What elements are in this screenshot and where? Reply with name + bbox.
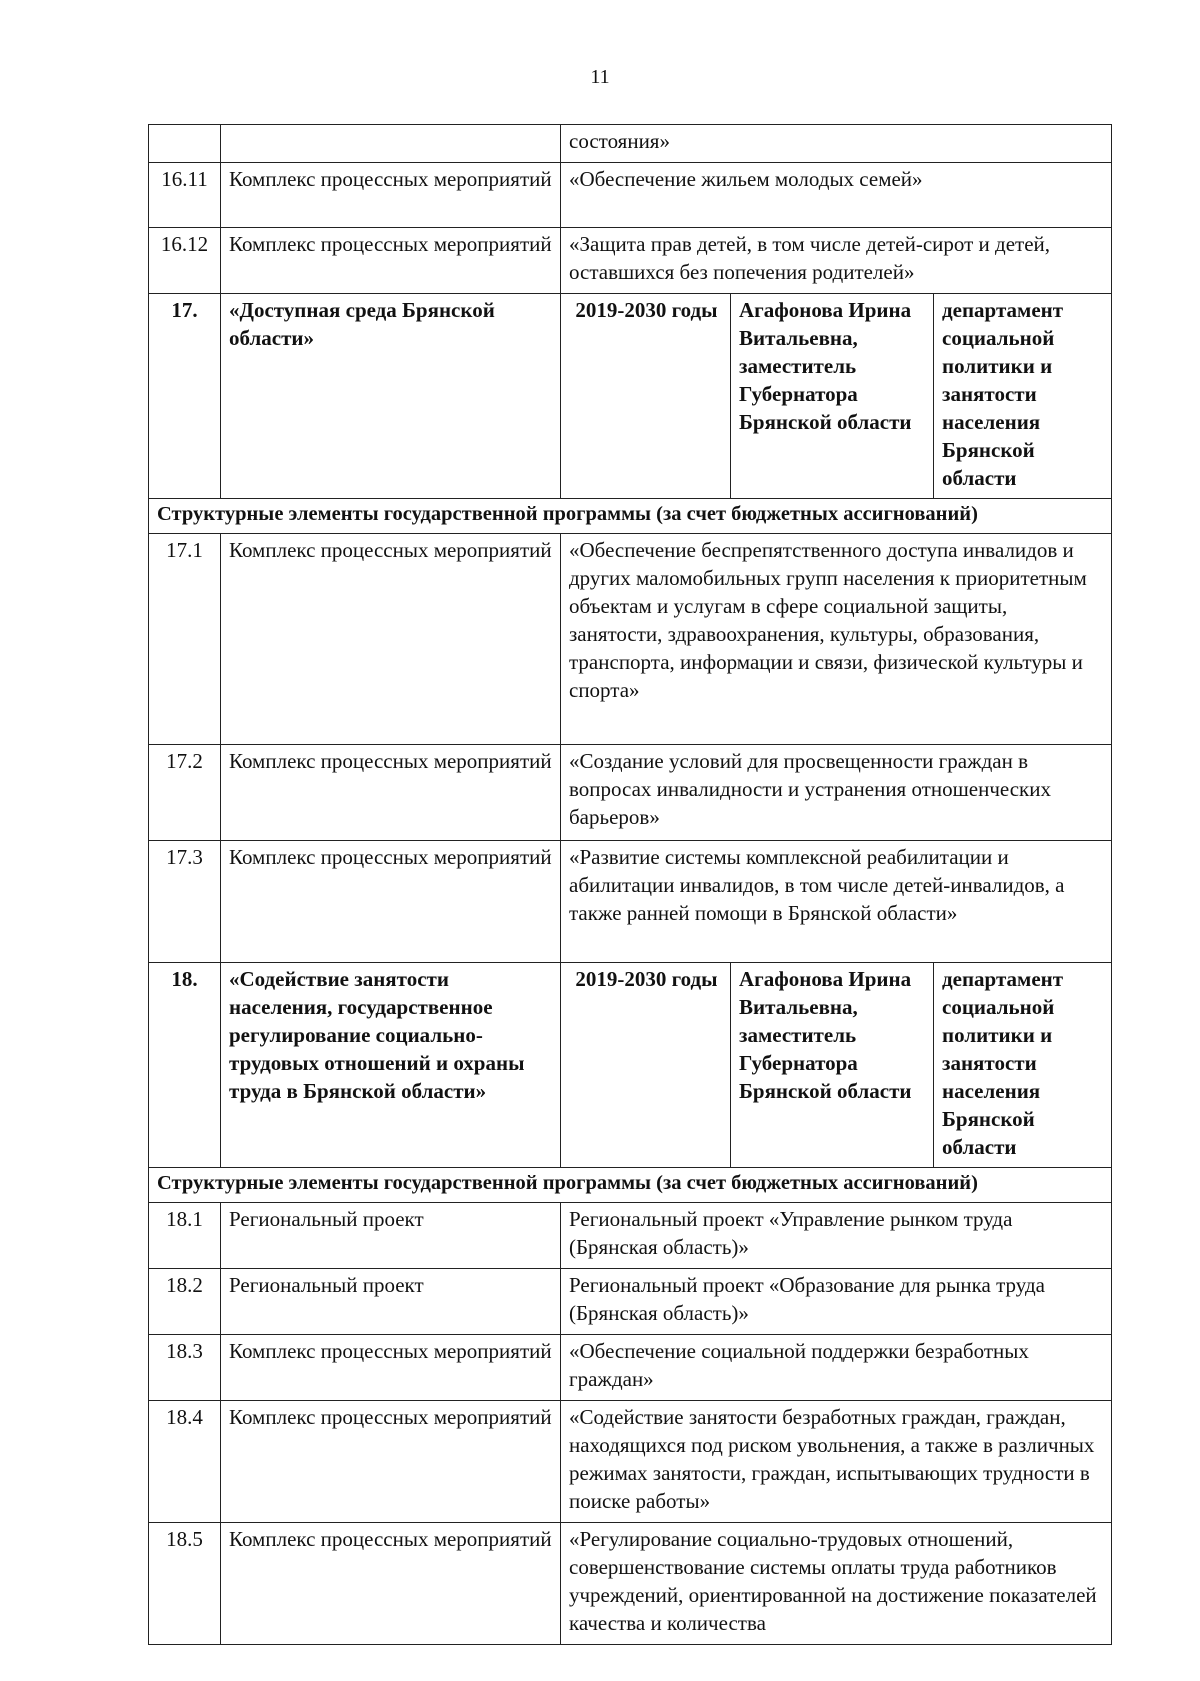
element-name: «Обеспечение жильем молодых семей» xyxy=(561,163,1112,228)
element-type: Региональный проект xyxy=(221,1203,561,1269)
table-row xyxy=(149,841,1112,963)
row-number: 17.3 xyxy=(149,841,221,963)
program-number: 18. xyxy=(149,963,221,1168)
program-number: 17. xyxy=(149,294,221,499)
table-row xyxy=(149,125,1112,163)
element-type: Комплекс процессных мероприятий xyxy=(221,1335,561,1401)
element-name: «Развитие системы комплексной реабилитации и абилитации инвалидов, в том числе детей-инвалидов, а также ранней помощи в Брянской области» xyxy=(561,841,1112,963)
table-row xyxy=(149,228,1112,294)
row-number: 17.2 xyxy=(149,745,221,841)
element-type: Комплекс процессных мероприятий xyxy=(221,745,561,841)
row-number: 18.1 xyxy=(149,1203,221,1269)
element-type: Региональный проект xyxy=(221,1269,561,1335)
table-row xyxy=(149,163,1112,228)
element-name: «Создание условий для просвещенности граждан в вопросах инвалидности и устранения отношенческих барьеров» xyxy=(561,745,1112,841)
program-title: «Доступная среда Брянской области» xyxy=(221,294,561,499)
table-row xyxy=(149,1401,1112,1523)
row-number: 16.12 xyxy=(149,228,221,294)
row-number: 17.1 xyxy=(149,534,221,745)
element-type: Комплекс процессных мероприятий xyxy=(221,228,561,294)
table-row xyxy=(149,1523,1112,1645)
row-number: 18.5 xyxy=(149,1523,221,1645)
element-name: «Обеспечение беспрепятственного доступа инвалидов и других маломобильных групп населения к приоритетным объектам и услугам в сфере социальной защиты, занятости, здравоохранения, культуры, образования, транспорта, информации и связи, физической культуры и спорта» xyxy=(561,534,1112,745)
program-row xyxy=(149,963,1112,1168)
structural-elements-row xyxy=(149,499,1112,534)
program-executor: департамент социальной политики и занятости населения Брянской области xyxy=(934,294,1112,499)
page-number: 11 xyxy=(590,66,610,88)
element-name: «Содействие занятости безработных граждан, граждан, находящихся под риском увольнения, а также в различных режимах занятости, граждан, испытывающих трудности в поиске работы» xyxy=(561,1401,1112,1523)
program-curator: Агафонова Ирина Витальевна, заместитель Губернатора Брянской области xyxy=(731,294,934,499)
row-number: 18.3 xyxy=(149,1335,221,1401)
element-name: «Обеспечение социальной поддержки безработных граждан» xyxy=(561,1335,1112,1401)
row-number xyxy=(149,125,221,163)
element-name: Региональный проект «Управление рынком труда (Брянская область)» xyxy=(561,1203,1112,1269)
element-type: Комплекс процессных мероприятий xyxy=(221,534,561,745)
element-type: Комплекс процессных мероприятий xyxy=(221,163,561,228)
element-type xyxy=(221,125,561,163)
table-row xyxy=(149,1335,1112,1401)
program-executor: департамент социальной политики и занятости населения Брянской области xyxy=(934,963,1112,1168)
element-name: «Защита прав детей, в том числе детей-сирот и детей, оставшихся без попечения родителей» xyxy=(561,228,1112,294)
element-type: Комплекс процессных мероприятий xyxy=(221,841,561,963)
structural-elements-row xyxy=(149,1168,1112,1203)
table-row xyxy=(149,1269,1112,1335)
element-name: состояния» xyxy=(561,125,1112,163)
element-name: «Регулирование социально-трудовых отношений, совершенствование системы оплаты труда работников учреждений, ориентированной на достижение показателей качества и количества xyxy=(561,1523,1112,1645)
row-number: 18.4 xyxy=(149,1401,221,1523)
element-name: Региональный проект «Образование для рынка труда (Брянская область)» xyxy=(561,1269,1112,1335)
row-number: 16.11 xyxy=(149,163,221,228)
program-table xyxy=(148,124,1112,1645)
program-row xyxy=(149,294,1112,499)
program-curator: Агафонова Ирина Витальевна, заместитель Губернатора Брянской области xyxy=(731,963,934,1168)
table-row xyxy=(149,534,1112,745)
program-period: 2019-2030 годы xyxy=(561,294,731,499)
row-number: 18.2 xyxy=(149,1269,221,1335)
program-period: 2019-2030 годы xyxy=(561,963,731,1168)
structural-elements-heading: Структурные элементы государственной программы (за счет бюджетных ассигнований) xyxy=(149,1168,1112,1203)
element-type: Комплекс процессных мероприятий xyxy=(221,1523,561,1645)
table-row xyxy=(149,745,1112,841)
structural-elements-heading: Структурные элементы государственной программы (за счет бюджетных ассигнований) xyxy=(149,499,1112,534)
table-row xyxy=(149,1203,1112,1269)
program-title: «Содействие занятости населения, государственное регулирование социально-трудовых отношений и охраны труда в Брянской области» xyxy=(221,963,561,1168)
element-type: Комплекс процессных мероприятий xyxy=(221,1401,561,1523)
